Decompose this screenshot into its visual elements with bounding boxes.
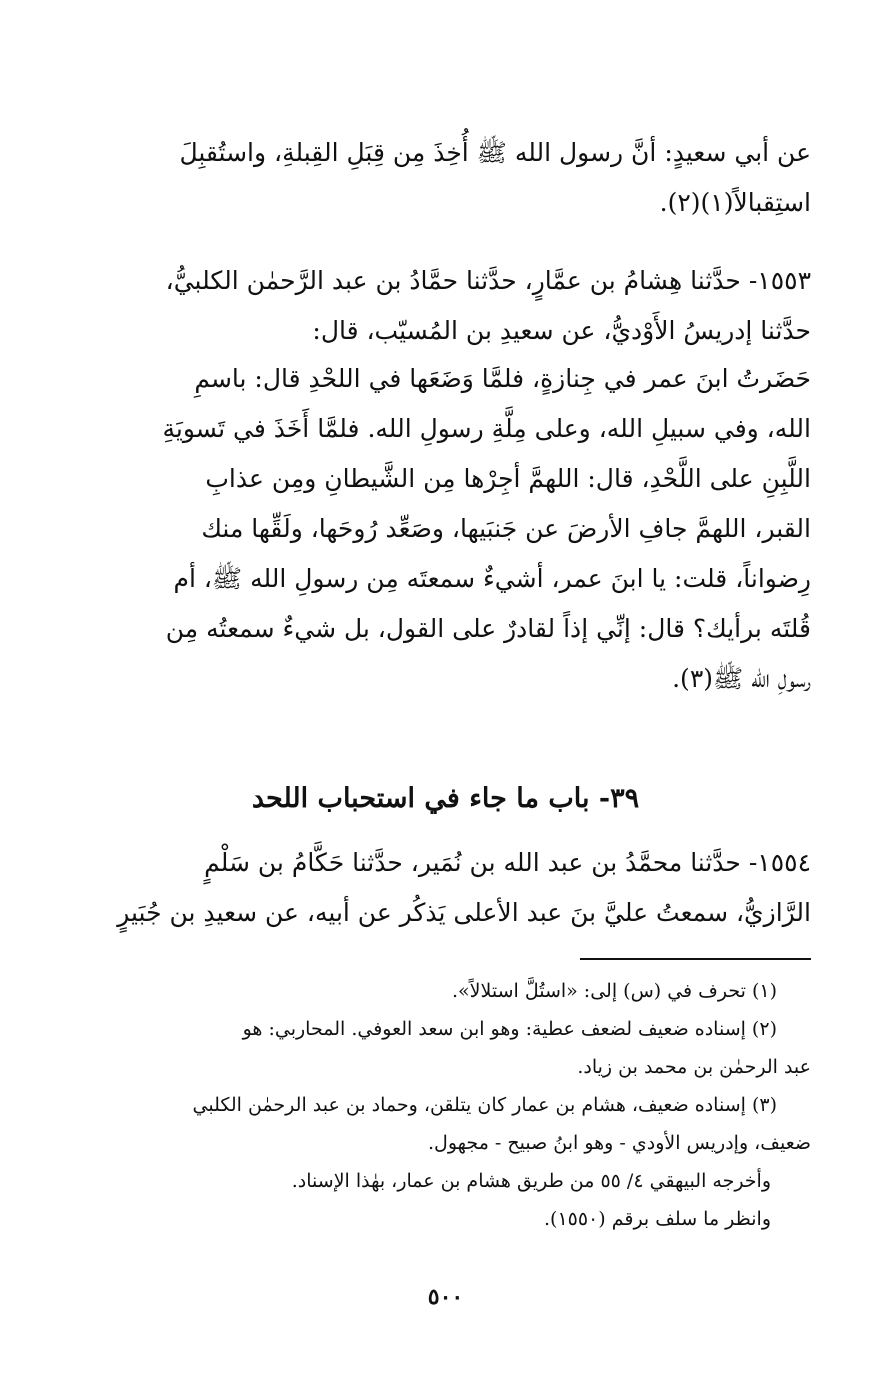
text-line: اللَّبِنِ على اللَّحْدِ، قال: اللهمَّ أجِرْها مِن الشَّيطانِ ومِن عذابِ (205, 464, 811, 493)
footnote-2-continuation: عبد الرحمٰن بن محمد بن زياد. (577, 1056, 811, 1078)
footnote-1: (١) تحرف في (س) إلى: «استُلَّ استلالاً». (452, 980, 777, 1002)
text-line: القبر، اللهمَّ جافِ الأرضَ عن جَنبَيها، وصَعِّد رُوحَها، ولَقِّها منك (201, 514, 811, 543)
text-line: حدَّثنا إدريسُ الأَوْديُّ، عن سعيدِ بن المُسيّب، قال: (312, 316, 811, 345)
footnotes (80, 972, 811, 1238)
text-line: الرَّازيُّ، سمعتُ عليَّ بنَ عبد الأعلى يَذكُر عن أبيه، عن سعيدِ بن جُبَيرٍ (117, 898, 811, 927)
text-line: رِضواناً، قلت: يا ابنَ عمر، أشيءٌ سمعتَه مِن رسولِ الله ﷺ، أم (173, 564, 811, 593)
book-page (80, 0, 811, 1384)
footnote-3: (٣) إسناده ضعيف، هشام بن عمار كان يتلقن، وحماد بن عبد الرحمٰن الكلبي (192, 1094, 777, 1116)
text-line: عن أبي سعيدٍ: أنَّ رسول الله ﷺ أُخِذَ مِن قِبَلِ القِبلةِ، واستُقبِلَ (179, 138, 811, 167)
footnote-3-crossref: وانظر ما سلف برقم (١٥٥٠). (543, 1208, 771, 1230)
footnote-3-source: وأخرجه البيهقي ٤/ ٥٥ من طريق هشام بن عمار، بهٰذا الإسناد. (291, 1170, 771, 1192)
text-line: استِقبالاً(١)(٢). (659, 188, 811, 217)
text-line: حَضَرتُ ابنَ عمر في جِنازةٍ، فلمَّا وَضَعَها في اللحْدِ قال: باسمِ (194, 364, 811, 393)
chapter-heading: ٣٩- باب ما جاء في استحباب اللحد (251, 783, 640, 814)
footnote-2: (٢) إسناده ضعيف لضعف عطية: وهو ابن سعد العوفي. المحاربي: هو (242, 1018, 777, 1040)
hadith-1553-isnad (80, 256, 811, 356)
text-line: ١٥٥٤- حدَّثنا محمَّدُ بن عبد الله بن نُمَير، حدَّثنا حَكَّامُ بن سَلْمٍ (204, 848, 811, 877)
text-line: قُلتَه برأيك؟ قال: إنِّي إذاً لقادرٌ على القول، بل شيءٌ سمعتُه مِن (165, 614, 811, 643)
text-line: ١٥٥٣- حدَّثنا هِشامُ بن عمَّارٍ، حدَّثنا حمَّادُ بن عبد الرَّحمٰن الكلبيُّ، (165, 266, 811, 295)
text-line: الله، وفي سبيلِ الله، وعلى مِلَّةِ رسولِ الله. فلمَّا أَخَذَ في تَسويَةِ (162, 414, 811, 443)
hadith-1553-matn (80, 354, 811, 704)
page-number: ٥٠٠ (427, 1284, 464, 1310)
hadith-1554-isnad (80, 838, 811, 938)
footnote-separator (580, 958, 811, 960)
continued-hadith-text (80, 128, 811, 228)
text-line: رسولِ الله ﷺ(٣). (672, 664, 811, 693)
footnote-3-continuation: ضعيف، وإدريس الأودي - وهو ابنُ صبيح - مجهول. (428, 1132, 811, 1154)
